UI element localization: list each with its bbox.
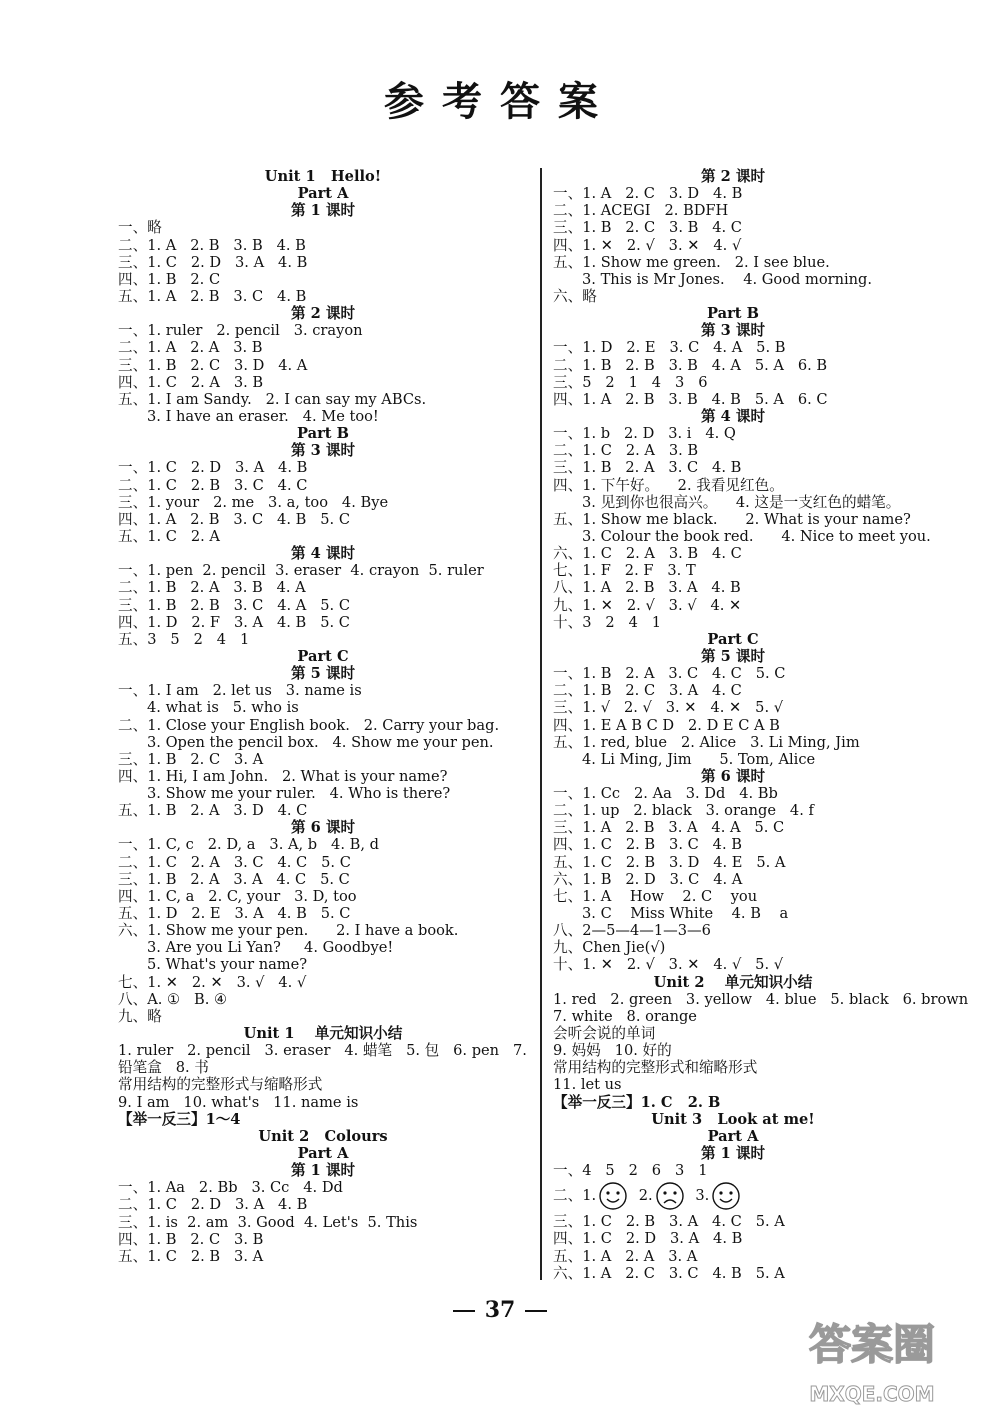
line-text: 3. Show me your ruler. 4. Who is there? (147, 785, 451, 803)
line-text: 四、1. 下午好。 2. 我看见红色。 (553, 476, 784, 494)
answer-line (118, 785, 528, 802)
answer-line (553, 1025, 913, 1042)
answer-line (553, 374, 913, 391)
line-text: 一、1. Cc 2. Aa 3. Dd 4. Bb (553, 785, 778, 803)
line-text: 四、1. C 2. D 3. A 4. B (553, 1230, 743, 1248)
line-text: 第 1 课时 (700, 1145, 766, 1163)
answer-line (553, 1162, 913, 1179)
line-text: 二、1. C 2. A 3. B (553, 442, 699, 460)
answer-line (553, 597, 913, 614)
line-text: 三、5 2 1 4 3 6 (553, 373, 708, 391)
footer-dash-right (525, 1310, 547, 1312)
line-text: 三、1. A 2. B 3. A 4. A 5. C (553, 819, 785, 837)
line-text: 第 3 课时 (700, 322, 766, 340)
line-text: 四、1. A 2. B 3. B 4. B 5. A 6. C (553, 390, 828, 408)
section-heading (118, 1025, 528, 1042)
answer-line (553, 734, 913, 751)
line-text: 四、1. C 2. B 3. C 4. B (553, 836, 742, 854)
answer-line (118, 1214, 528, 1231)
answer-line (118, 682, 528, 699)
line-text: 11. let us (553, 1076, 622, 1094)
line-text: 【举一反三】1～4 (118, 1110, 241, 1128)
answer-line (553, 1213, 913, 1230)
smiley-face-icon (598, 1181, 628, 1211)
line-text: 五、1. C 2. B 3. A (118, 1247, 264, 1265)
line-text: 常用结构的完整形式与缩略形式 (118, 1076, 323, 1094)
line-text: 四、1. Hi, I am John. 2. What is your name? (118, 767, 448, 785)
answer-line (118, 717, 528, 734)
line-text: 3. Are you Li Yan? 4. Goodbye! (147, 939, 394, 957)
line-text: 二、1. A 2. B 3. B 4. B (118, 236, 306, 254)
answer-line (118, 528, 528, 545)
line-text: 七、1. F 2. F 3. T (553, 562, 696, 580)
answer-line (553, 836, 913, 853)
answer-line (553, 254, 913, 271)
answer-line (118, 1008, 528, 1025)
line-text: 三、1. B 2. C 3. B 4. C (553, 219, 742, 237)
line-text: 二、1. ACEGI 2. BDFH (553, 202, 729, 220)
line-text: 三、1. C 2. D 3. A 4. B (118, 253, 308, 271)
line-text: 第 6 课时 (290, 819, 356, 837)
line-text: Unit 2 Colours (258, 1127, 388, 1145)
answer-line (553, 614, 913, 631)
answer-line (553, 751, 913, 768)
line-text: 五、1. C 2. A (118, 527, 220, 545)
answer-line (118, 751, 528, 768)
answer-line (553, 511, 913, 528)
answer-line (553, 1059, 913, 1076)
right-column (553, 168, 969, 1282)
left-column (118, 168, 528, 1265)
section-heading (553, 648, 913, 665)
section-heading (553, 168, 913, 185)
line-text: 八、2—5—4—1—3—6 (553, 922, 711, 940)
line-text: 五、1. Show me green. 2. I see blue. (553, 253, 830, 271)
answer-line (118, 374, 528, 391)
line-text: 一、1. pen 2. pencil 3. eraser 4. crayon 5. ruler (118, 562, 484, 580)
answer-line (118, 237, 528, 254)
face-number: 2. (634, 1187, 653, 1205)
section-heading (553, 1128, 913, 1145)
answer-line (118, 836, 528, 853)
line-text: 二、1. (553, 1187, 597, 1205)
line-text: 三、1. B 2. A 3. C 4. B (553, 459, 742, 477)
line-text: 六、1. B 2. D 3. C 4. A (553, 870, 743, 888)
line-text: 四、1. B 2. C (118, 270, 221, 288)
answer-line (118, 1179, 528, 1196)
answer-line (118, 956, 528, 973)
section-heading (553, 305, 913, 322)
line-text: 第 4 课时 (290, 545, 356, 563)
section-heading (118, 1162, 528, 1179)
line-text: 7. white 8. orange (553, 1007, 697, 1025)
line-text: 四、1. B 2. C 3. B (118, 1230, 264, 1248)
line-text: Part B (707, 305, 759, 323)
line-text: 六、1. C 2. A 3. B 4. C (553, 545, 742, 563)
page-title: 参考答案 (384, 78, 616, 125)
line-text: 1. ruler 2. pencil 3. eraser 4. 蜡笔 5. 包 6. pen 7. (118, 1042, 527, 1060)
answer-line (118, 1059, 528, 1076)
line-text: 三、1. B 2. C 3. D 4. A (118, 356, 308, 374)
line-text: Unit 2 单元知识小结 (653, 973, 813, 991)
line-text: 一、1. ruler 2. pencil 3. crayon (118, 322, 363, 340)
section-heading (118, 185, 528, 202)
line-text: 3. Open the pencil box. 4. Show me your pen. (147, 733, 494, 751)
answer-line (118, 1042, 528, 1059)
answer-line (118, 562, 528, 579)
line-text: 三、1. B 2. B 3. C 4. A 5. C (118, 596, 350, 614)
line-text: 一、1. I am 2. let us 3. name is (118, 682, 362, 700)
line-text: 三、1. is 2. am 3. Good 4. Let's 5. This (118, 1213, 418, 1231)
line-text: 八、1. A 2. B 3. A 4. B (553, 579, 741, 597)
answer-line (118, 1248, 528, 1265)
column-divider (540, 168, 542, 1280)
line-text: 十、3 2 4 1 (553, 613, 662, 631)
answer-line (553, 202, 913, 219)
line-text: Part C (297, 647, 349, 665)
line-text: 四、1. D 2. F 3. A 4. B 5. C (118, 613, 350, 631)
watermark-logo (752, 1311, 992, 1411)
section-heading (118, 425, 528, 442)
answer-line (118, 854, 528, 871)
section-heading (118, 648, 528, 665)
answer-line (118, 922, 528, 939)
section-heading (118, 1145, 528, 1162)
line-text: 四、1. A 2. B 3. C 4. B 5. C (118, 510, 350, 528)
answer-line (553, 1248, 913, 1265)
answer-line (118, 477, 528, 494)
line-text: 二、1. A 2. A 3. B (118, 339, 263, 357)
line-text: Part C (707, 630, 759, 648)
answer-line (118, 631, 528, 648)
answer-line (553, 990, 969, 1008)
line-text: 三、1. B 2. A 3. A 4. C 5. C (118, 870, 350, 888)
answer-line (553, 357, 913, 374)
line-text: 4. Li Ming, Jim 5. Tom, Alice (582, 750, 816, 768)
smiley-face-icon (711, 1181, 741, 1211)
answer-line (118, 871, 528, 888)
line-text: 5. What's your name? (147, 956, 308, 974)
line-text: Unit 3 Look at me! (651, 1110, 815, 1128)
line-text: 七、1. ✕ 2. ✕ 3. √ 4. √ (118, 973, 307, 991)
answer-line (118, 494, 528, 511)
section-heading (553, 322, 913, 339)
answer-line (553, 1008, 913, 1025)
line-text: 3. I have an eraser. 4. Me too! (147, 407, 379, 425)
answer-line (118, 339, 528, 356)
answer-line (553, 185, 913, 202)
answer-line (553, 854, 913, 871)
line-text: 四、1. E A B C D 2. D E C A B (553, 716, 780, 734)
line-text: 3. 见到你也很高兴。 4. 这是一支红色的蜡笔。 (582, 493, 901, 511)
answer-line (553, 562, 913, 579)
line-text: 九、Chen Jie(√) (553, 939, 666, 957)
line-text: Part A (297, 1145, 349, 1163)
section-heading (553, 1145, 913, 1162)
answer-line (553, 237, 913, 254)
line-text: 一、1. D 2. E 3. C 4. A 5. B (553, 339, 786, 357)
line-text: 六、略 (553, 287, 597, 305)
section-heading (118, 305, 528, 322)
section-heading (553, 974, 913, 991)
section-heading (118, 202, 528, 219)
answer-line (553, 905, 913, 922)
answer-line (118, 1076, 528, 1093)
line-text: 一、1. b 2. D 3. i 4. Q (553, 425, 736, 443)
answer-line (553, 1076, 913, 1093)
answer-line (553, 477, 913, 494)
answer-line (118, 391, 528, 408)
answer-line (118, 939, 528, 956)
section-heading (553, 408, 913, 425)
line-text: 第 2 课时 (290, 305, 356, 323)
answer-line (118, 288, 528, 305)
answer-line (553, 665, 913, 682)
line-text: 二、1. C 2. A 3. C 4. C 5. C (118, 853, 351, 871)
line-text: 一、4 5 2 6 3 1 (553, 1162, 708, 1180)
line-text: Part A (707, 1127, 759, 1145)
line-text: 八、A. ① B. ④ (118, 990, 228, 1008)
line-text: 五、1. A 2. B 3. C 4. B (118, 287, 307, 305)
line-text: Part B (297, 425, 349, 443)
answer-line (553, 545, 913, 562)
line-text: 第 3 课时 (290, 442, 356, 460)
line-text: 十、1. ✕ 2. √ 3. ✕ 4. √ 5. √ (553, 956, 784, 974)
line-text: 五、3 5 2 4 1 (118, 630, 250, 648)
section-heading (118, 545, 528, 562)
line-text: 四、1. ✕ 2. √ 3. ✕ 4. √ (553, 236, 742, 254)
line-text: 五、1. B 2. A 3. D 4. C (118, 802, 308, 820)
section-heading (553, 768, 913, 785)
answer-line (118, 322, 528, 339)
answer-line (118, 511, 528, 528)
answer-line (118, 1196, 528, 1213)
answer-line (553, 682, 913, 699)
answer-line (553, 888, 913, 905)
line-text: 二、1. B 2. B 3. B 4. A 5. A 6. B (553, 356, 828, 374)
face-number: 3. (690, 1187, 710, 1205)
watermark-text: 答案圈 (808, 1320, 936, 1369)
line-text: Part A (297, 185, 349, 203)
answer-line (118, 459, 528, 476)
line-text: 九、1. ✕ 2. √ 3. √ 4. ✕ (553, 596, 742, 614)
answer-line (553, 922, 913, 939)
footer-dash-left (453, 1310, 475, 1312)
line-text: 第 4 课时 (700, 407, 766, 425)
line-text: 五、1. I am Sandy. 2. I can say my ABCs. (118, 390, 427, 408)
answer-line (553, 425, 913, 442)
line-text: 3. C Miss White 4. B a (582, 905, 789, 923)
line-text: 七、1. A How 2. C you (553, 887, 758, 905)
line-text: 第 6 课时 (700, 767, 766, 785)
line-text: 铅笔盒 8. 书 (118, 1059, 209, 1077)
line-text: 4. what is 5. who is (147, 699, 299, 717)
answer-line (118, 699, 528, 716)
answer-line (118, 614, 528, 631)
line-text: 二、1. up 2. black 3. orange 4. f (553, 802, 814, 820)
line-text: Unit 1 单元知识小结 (243, 1025, 403, 1043)
answer-line (553, 1094, 913, 1111)
line-text: 九、略 (118, 1007, 162, 1025)
line-text: 二、1. Close your English book. 2. Carry your bag. (118, 716, 500, 734)
answer-line (118, 579, 528, 596)
answer-line (553, 1265, 913, 1282)
answer-line (553, 802, 913, 819)
line-text: 五、1. Show me black. 2. What is your name? (553, 510, 911, 528)
line-text: 1. red 2. green 3. yellow 4. blue 5. black 6. brown (553, 990, 969, 1008)
page-number: 37 (484, 1297, 516, 1323)
answer-line (553, 219, 913, 236)
line-text: 五、1. C 2. B 3. D 4. E 5. A (553, 853, 786, 871)
answer-line (553, 785, 913, 802)
section-heading (118, 665, 528, 682)
answer-line (118, 1231, 528, 1248)
line-text: 第 5 课时 (290, 665, 356, 683)
line-text: 三、1. your 2. me 3. a, too 4. Bye (118, 493, 389, 511)
answer-line (118, 254, 528, 271)
line-text: 一、略 (118, 219, 162, 237)
line-text: 第 2 课时 (700, 168, 766, 185)
watermark-url: MXQE.COM (809, 1382, 935, 1406)
answer-line (553, 819, 913, 836)
line-text: 三、1. √ 2. √ 3. ✕ 4. ✕ 5. √ (553, 699, 784, 717)
line-text: 一、1. C 2. D 3. A 4. B (118, 459, 308, 477)
line-text: 第 5 课时 (700, 647, 766, 665)
line-text: 二、1. C 2. B 3. C 4. C (118, 476, 308, 494)
answer-line (553, 494, 913, 511)
line-text: 一、1. B 2. A 3. C 4. C 5. C (553, 665, 786, 683)
answer-line (118, 802, 528, 819)
answer-line (553, 1179, 913, 1213)
line-text: 一、1. A 2. C 3. D 4. B (553, 185, 743, 203)
answer-line (553, 699, 913, 716)
line-text: 二、1. B 2. A 3. B 4. A (118, 579, 306, 597)
answer-line (553, 459, 913, 476)
line-text: Unit 1 Hello! (264, 168, 382, 185)
line-text: 五、1. red, blue 2. Alice 3. Li Ming, Jim (553, 733, 860, 751)
answer-line (553, 527, 931, 545)
line-text: 三、1. C 2. B 3. A 4. C 5. A (553, 1213, 785, 1231)
line-text: 三、1. B 2. C 3. A (118, 750, 264, 768)
line-text: 二、1. B 2. C 3. A 4. C (553, 682, 742, 700)
line-text: 五、1. A 2. A 3. A (553, 1247, 698, 1265)
line-text: 会听会说的单词 (553, 1025, 656, 1043)
answer-line (118, 991, 528, 1008)
answer-line (118, 1094, 528, 1111)
line-text: 【举一反三】1. C 2. B (553, 1093, 721, 1111)
line-text: 3. Colour the book red. 4. Nice to meet you. (582, 527, 931, 545)
line-text: 9. I am 10. what's 11. name is (118, 1093, 359, 1111)
line-text: 第 1 课时 (290, 1162, 356, 1180)
answer-line (553, 1042, 913, 1059)
line-text: 一、1. Aa 2. Bb 3. Cc 4. Dd (118, 1179, 343, 1197)
section-heading (118, 819, 528, 836)
line-text: 二、1. C 2. D 3. A 4. B (118, 1196, 308, 1214)
line-text: 常用结构的完整形式和缩略形式 (553, 1059, 758, 1077)
answer-line (118, 888, 528, 905)
line-text: 3. This is Mr Jones. 4. Good morning. (582, 270, 873, 288)
answer-line (118, 905, 528, 922)
answer-line (118, 219, 528, 236)
answer-line (118, 408, 528, 425)
line-text: 一、1. C, c 2. D, a 3. A, b 4. B, d (118, 836, 379, 854)
answer-line (553, 871, 913, 888)
line-text: 9. 妈妈 10. 好的 (553, 1042, 672, 1060)
line-text: 六、1. A 2. C 3. C 4. B 5. A (553, 1264, 785, 1282)
answer-line (118, 734, 528, 751)
answer-line (553, 939, 913, 956)
answer-line (118, 768, 528, 785)
answer-line (553, 1230, 913, 1247)
line-text: 四、1. C, a 2. C, your 3. D, too (118, 887, 357, 905)
answer-line (553, 339, 913, 356)
answer-line (118, 974, 528, 991)
answer-line (118, 1111, 528, 1128)
answer-line (118, 357, 528, 374)
answer-line (553, 579, 913, 596)
line-text: 五、1. D 2. E 3. A 4. B 5. C (118, 905, 351, 923)
section-heading (553, 631, 913, 648)
answer-line (118, 597, 528, 614)
answer-line (553, 956, 913, 973)
line-text: 第 1 课时 (290, 202, 356, 220)
section-heading (118, 442, 528, 459)
answer-line (553, 271, 913, 288)
answer-line (118, 271, 528, 288)
section-heading (553, 1111, 913, 1128)
answer-line (553, 442, 913, 459)
answer-line (553, 391, 913, 408)
section-heading (118, 1128, 528, 1145)
answer-line (553, 288, 913, 305)
line-text: 四、1. C 2. A 3. B (118, 373, 264, 391)
line-text: 六、1. Show me your pen. 2. I have a book. (118, 922, 459, 940)
answer-line (553, 717, 913, 734)
section-heading (118, 168, 528, 185)
sad-face-icon (655, 1181, 685, 1211)
